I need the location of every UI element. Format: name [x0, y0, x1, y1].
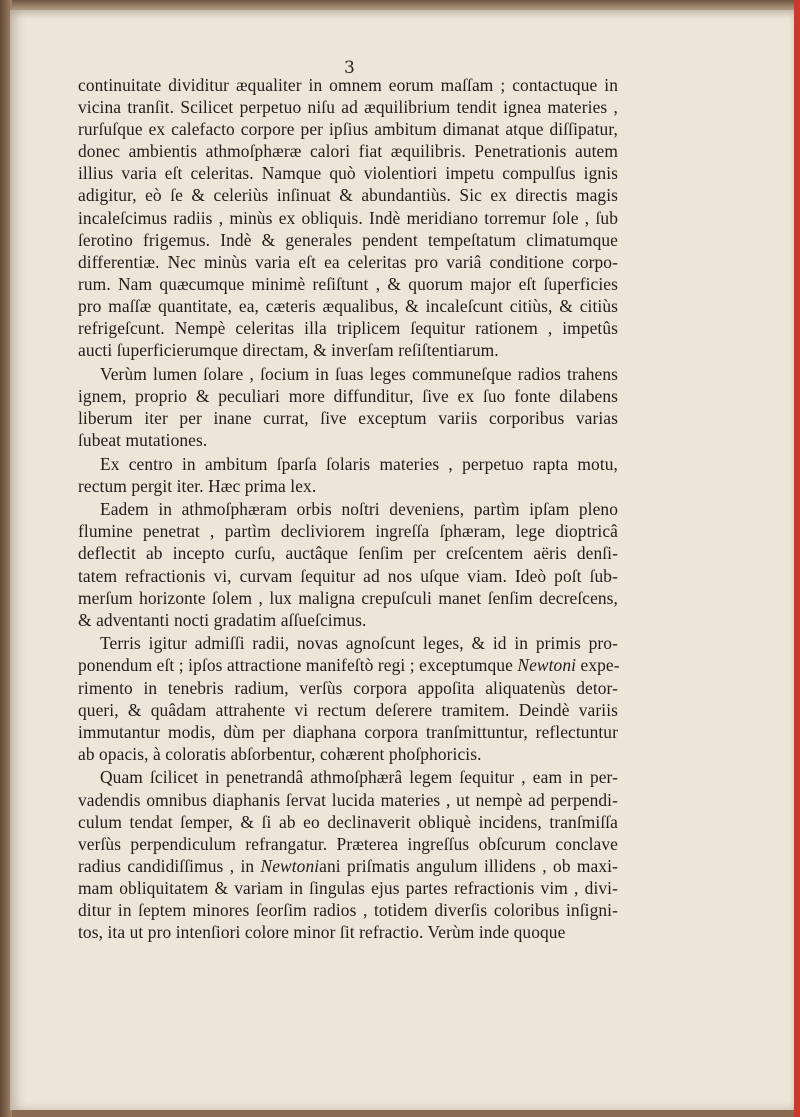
text-line: ab opacis, à coloratis abſorbentur, cohærent phoſphoricis.: [78, 743, 482, 764]
text-line: Terris igitur admiſſi radii, novas agnoſcunt leges, & id in primis pro-: [100, 633, 618, 654]
text-line: deflectit ab incepto curſu, auctâque ſenſim per creſcentem aëris denſi-: [78, 543, 618, 564]
text-line: tatem refractionis vi, curvam ſequitur ad nos uſque viam. Ideò poſt ſub-: [78, 565, 618, 586]
text-line: Verùm lumen ſolare , ſocium in ſuas leges communeſque radios trahens: [100, 363, 618, 384]
text-line: Ex centro in ambitum ſparſa ſolaris materies , perpetuo rapta motu,: [100, 453, 618, 474]
text-line: immutantur modis, dùm per diaphana corpora tranſmittuntur, reflectuntur: [78, 721, 618, 742]
body-text: [78, 74, 618, 945]
text-line: pro maſſæ quantitate, ea, cæteris æqualibus, & incaleſcunt citiùs, & citiùs: [78, 295, 618, 316]
text-line: Quam ſcilicet in penetrandâ athmoſphærâ legem ſequitur , eam in per-: [100, 767, 618, 788]
text-line: queri, & quâdam attrahente vi rectum deſerere tramitem. Deindè variis: [78, 699, 618, 720]
text-line: refrigeſcunt. Nempè celeritas illa triplicem ſequitur rationem , impetûs: [78, 318, 618, 339]
text-line: ſerotino frigemus. Indè & generales pendent tempeſtatum climatumque: [78, 229, 618, 250]
text-line: incaleſcimus radiis , minùs ex obliquis. Indè meridiano torremur ſole , ſub: [78, 207, 618, 228]
book-right-edge: [794, 0, 800, 1117]
text-line: rimento in tenebris radium, verſùs corpora appoſita aliquatenùs detor-: [78, 677, 618, 698]
text-line: flumine penetrat , partìm decliviorem ingreſſa ſphæram, lege dioptricâ: [78, 521, 618, 542]
text-line: mam obliquitatem & variam in ſingulas ejus partes refractionis vim , divi-: [78, 877, 618, 898]
text-line: vicina tranſit. Scilicet perpetuo niſu ad æquilibrium tendit ignea materies ,: [78, 97, 618, 118]
paragraph: [78, 74, 618, 361]
paragraph: [78, 632, 618, 765]
text-line: rum. Nam quæcumque minimè reſiſtunt , & quorum major eſt ſuperficies: [78, 273, 618, 294]
text-line: Eadem in athmoſphæram orbis noſtri deveniens, partìm ipſam pleno: [100, 499, 618, 520]
text-line: tos, ita ut pro intenſiori colore minor ſit refractio. Verùm inde quoque: [78, 922, 566, 943]
paragraph: [78, 453, 618, 497]
paragraph: [78, 766, 618, 943]
text-line: & adventanti nocti gradatim aſſueſcimus.: [78, 609, 367, 630]
text-line: continuitate dividitur æqualiter in omnem eorum maſſam ; contactuque in: [78, 75, 618, 95]
text-line: verſùs perpendiculum refrangatur. Præterea ingreſſus obſcurum conclave: [78, 833, 618, 854]
text-line: donec ambientis athmoſphæræ calori fiat æquilibris. Penetrationis autem: [78, 141, 618, 162]
text-line: aucti ſuperficierumque directam, & inverſam reſiſtentiarum.: [78, 340, 499, 361]
text-line: ignem, proprio & peculiari more diffunditur, ſive ex ſuo fonte dilabens: [78, 385, 618, 406]
text-line: adigitur, eò ſe & celeriùs inſinuat & abundantiùs. Sic ex directis magis: [78, 185, 618, 206]
text-line: ponendum eſt ; ipſos attractione manifeſtò regi ; exceptumque Newtoni expe-: [78, 655, 620, 676]
book-top-edge: [0, 0, 800, 10]
text-line: rectum pergit iter. Hæc prima lex.: [78, 475, 317, 496]
text-line: rurſuſque ex calefacto corpore per ipſius ambitum dimanat atque diſſipatur,: [78, 119, 618, 140]
text-line: ditur in ſeptem minores ſeorſim radios , totidem diverſis coloribus inſigni-: [78, 899, 618, 920]
text-line: vadendis omnibus diaphanis ſervat lucida materies , ut nempè ad perpendi-: [78, 789, 618, 810]
text-line: differentiæ. Nec minùs varia eſt ea celeritas pro variâ conditione corpo-: [78, 251, 618, 272]
text-line: culum tendat ſemper, & ſi ab eo declinaverit obliquè incidens, tranſmiſſa: [78, 811, 618, 832]
text-line: illius varia eſt celeritas. Namque quò violentiori impetu compulſus ignis: [78, 163, 618, 184]
paragraph: [78, 363, 618, 451]
text-line: radius candidiſſimus , in Newtoniani priſmatis angulum illidens , ob maxi-: [78, 855, 618, 876]
paragraph: [78, 498, 618, 631]
text-line: ſubeat mutationes.: [78, 430, 208, 450]
page-number: 3: [344, 58, 355, 78]
text-line: merſum horizonte ſolem , lux maligna crepuſculi manet ſenſim decreſcens,: [78, 587, 618, 608]
text-line: liberum iter per inane currat, ſive exceptum variis corporibus varias: [78, 407, 618, 428]
